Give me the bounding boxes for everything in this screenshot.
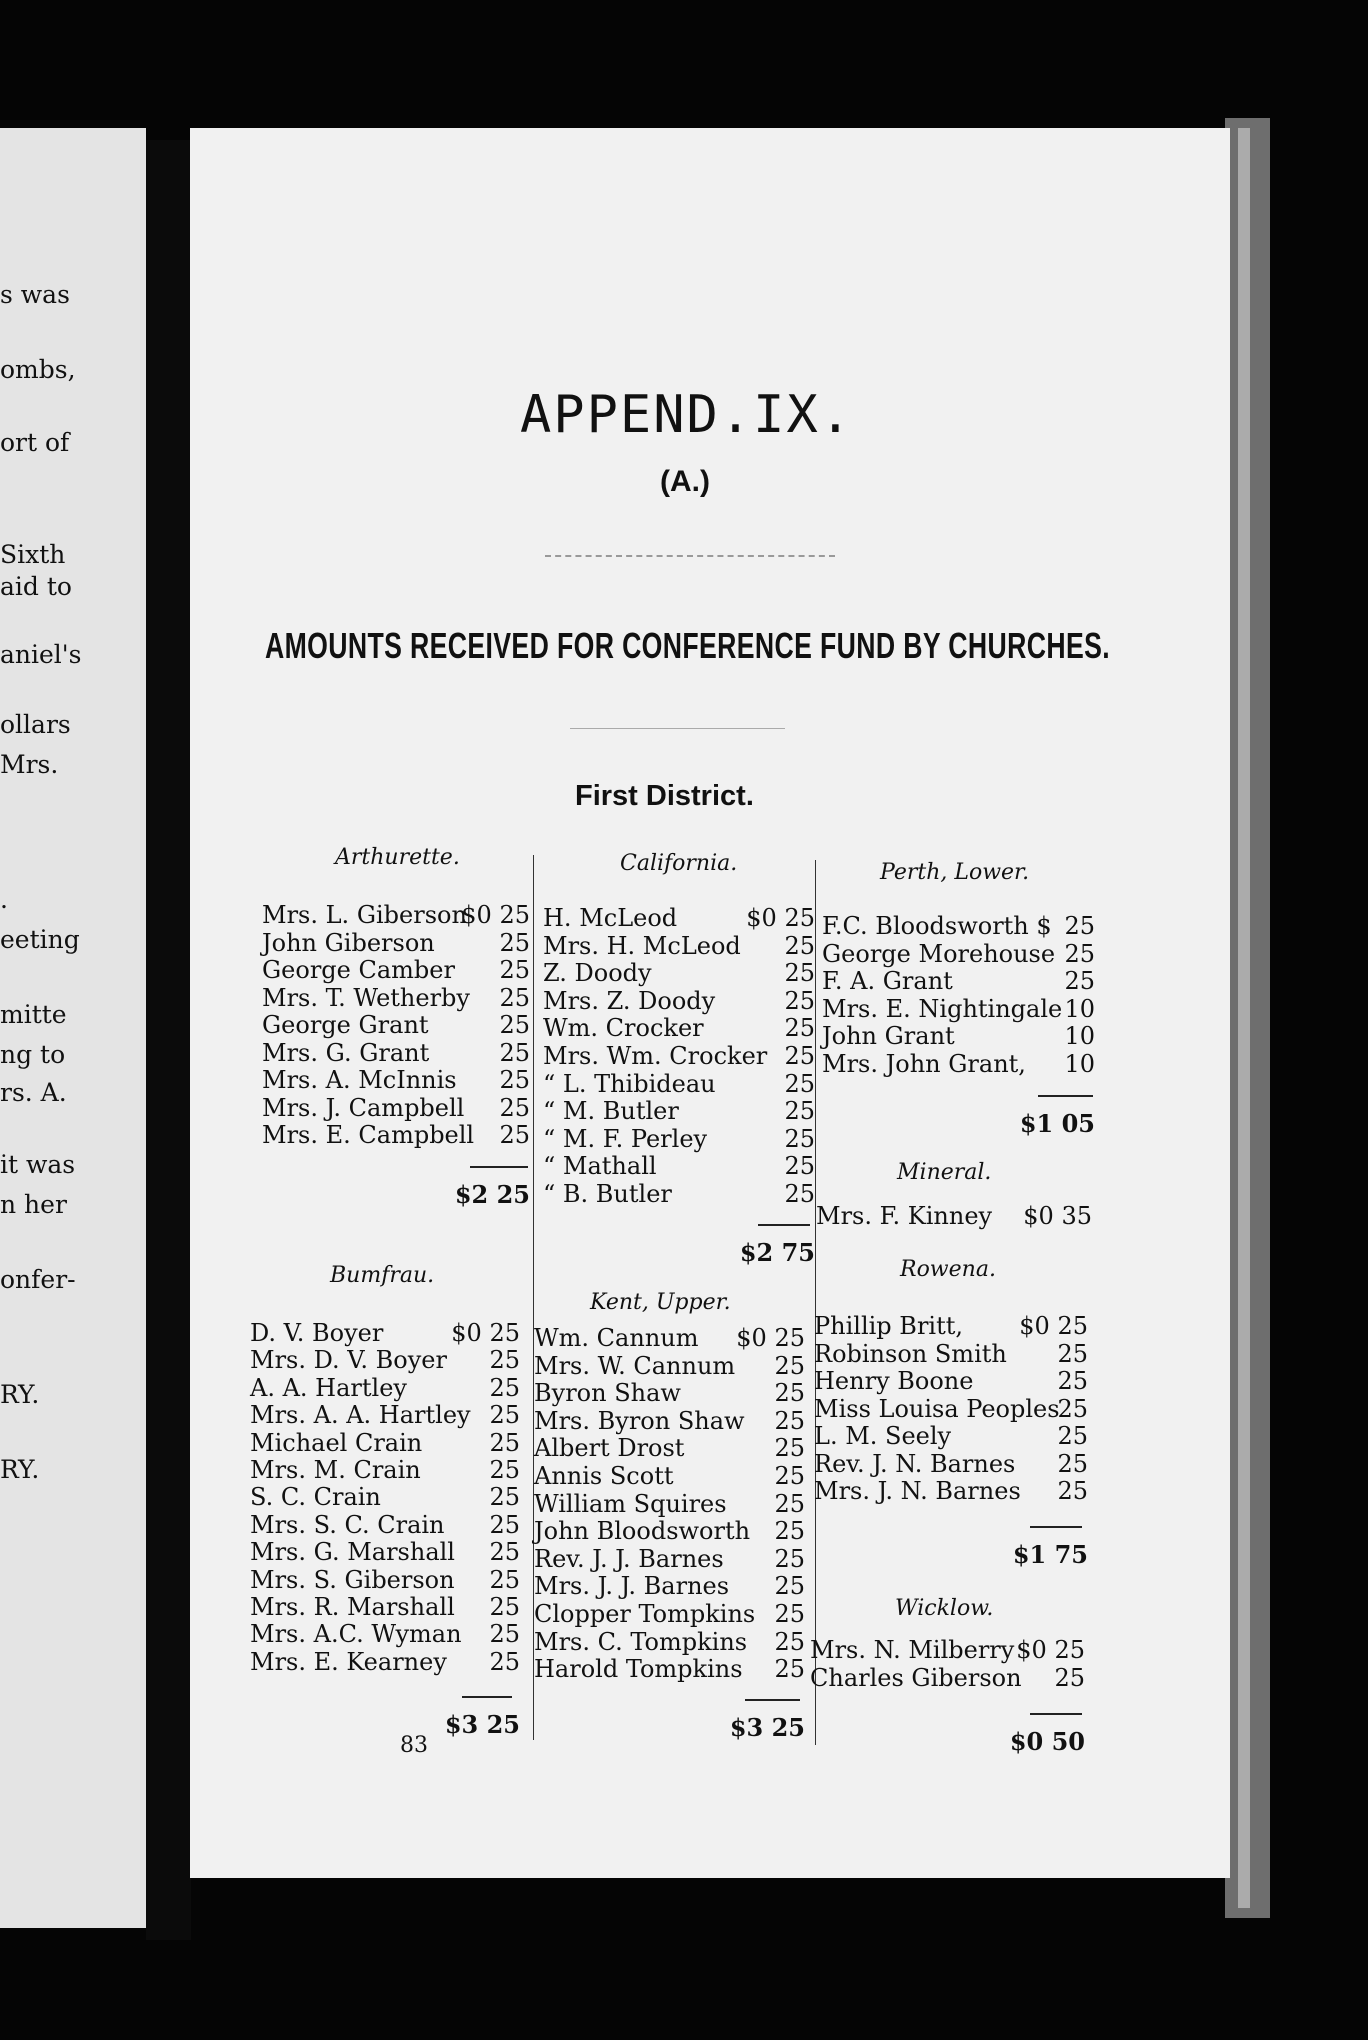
contribution-amount: 25	[489, 1428, 520, 1457]
column-divider	[815, 860, 816, 1745]
contribution-amount: 25	[499, 1121, 530, 1149]
contribution-amount: 25	[774, 1406, 805, 1435]
contributor-name: Miss Louisa Peoples	[814, 1394, 1060, 1423]
left-page-line: onfer-	[0, 1265, 76, 1294]
left-page-line: Sixth	[0, 540, 66, 569]
contribution-amount: 25	[499, 983, 530, 1012]
contribution-amount: 25	[784, 1152, 815, 1181]
contributor-name: John Giberson	[262, 928, 435, 957]
left-page-line: n her	[0, 1190, 67, 1219]
sum-rule	[1030, 1713, 1082, 1715]
contributor-name: Robinson Smith	[814, 1339, 1007, 1368]
contributor-name: Mrs. J. Campbell	[262, 1093, 465, 1122]
contributor-name: Mrs. W. Cannum	[534, 1351, 736, 1380]
contributor-name: L. M. Seely	[814, 1422, 952, 1450]
contributor-name: A. A. Hartley	[250, 1373, 407, 1402]
contributor-name: Mrs. G. Marshall	[250, 1538, 455, 1567]
appendix-subtitle: (A.)	[660, 465, 710, 498]
contribution-amount: 25	[1057, 1477, 1088, 1505]
contribution-amount: 25	[784, 1069, 815, 1098]
contributor-name: Mrs. A. A. Hartley	[250, 1401, 471, 1430]
left-page-line: rs. A.	[0, 1078, 67, 1107]
sum-rule	[1030, 1526, 1082, 1528]
district-heading: First District.	[575, 780, 754, 812]
contribution-amount: 25	[774, 1489, 805, 1518]
church-total: $3 25	[444, 1710, 520, 1739]
contributor-name: “ M. F. Perley	[543, 1124, 708, 1153]
left-page-line: RY.	[0, 1380, 40, 1409]
contributor-name: Mrs. T. Wetherby	[262, 983, 470, 1012]
contributor-name: Henry Boone	[814, 1367, 974, 1395]
contribution-amount: 25	[489, 1647, 520, 1676]
contributor-name: Z. Doody	[543, 959, 652, 988]
appendix-title: APPEND.IX.	[520, 385, 854, 445]
sum-rule	[470, 1166, 528, 1168]
contribution-amount: 25	[489, 1346, 520, 1375]
contributor-name: George Camber	[262, 956, 455, 984]
contributor-name: F. A. Grant	[822, 967, 953, 995]
contribution-amount: 25	[774, 1655, 805, 1684]
divider-dashed	[545, 555, 835, 557]
contribution-amount: 25	[774, 1572, 805, 1601]
contribution-amount: 25	[774, 1544, 805, 1573]
left-page-line: .	[0, 885, 8, 914]
sum-rule	[462, 1696, 512, 1698]
contribution-amount: 25	[499, 1093, 530, 1122]
contributor-name: Mrs. E. Kearney	[250, 1647, 447, 1676]
contribution-amount: $0 25	[461, 901, 530, 929]
left-page-line: s was	[0, 280, 70, 309]
contributor-name: Byron Shaw	[534, 1379, 681, 1408]
contribution-amount: 25	[784, 986, 815, 1015]
contributor-name: H. McLeod	[543, 904, 678, 932]
contributor-name: Phillip Britt,	[814, 1312, 964, 1340]
church-name: Rowena.	[900, 1257, 996, 1282]
page-edge-inner	[1238, 128, 1250, 1908]
left-page-line: eeting	[0, 925, 80, 954]
contributor-name: Mrs. A.C. Wyman	[250, 1620, 462, 1649]
contributor-name: Mrs. J. J. Barnes	[534, 1572, 730, 1601]
contribution-amount: 25	[489, 1401, 520, 1430]
church-name: California.	[620, 851, 738, 876]
church-total: $0 50	[1009, 1727, 1085, 1756]
contribution-amount: $0 35	[1023, 1202, 1092, 1230]
contribution-amount: 10	[1064, 994, 1095, 1023]
contribution-amount: 25	[774, 1600, 805, 1628]
contributor-name: Mrs. M. Crain	[250, 1456, 421, 1484]
sum-rule	[758, 1224, 810, 1226]
sum-rule	[745, 1699, 800, 1701]
contributor-name: Mrs. J. N. Barnes	[814, 1477, 1021, 1505]
contribution-amount: 25	[784, 1124, 815, 1153]
contribution-amount: 25	[774, 1434, 805, 1463]
main-heading: AMOUNTS RECEIVED FOR CONFERENCE FUND BY CHURCHES.	[265, 625, 1111, 666]
contributor-name: Wm. Cannum	[534, 1324, 699, 1352]
contribution-amount: 25	[499, 928, 530, 957]
left-page-line: mitte	[0, 1000, 67, 1029]
contributor-name: D. V. Boyer	[250, 1319, 384, 1347]
contribution-amount: 25	[1057, 1422, 1088, 1450]
church-name: Perth, Lower.	[880, 860, 1030, 885]
left-page-line: aid to	[0, 572, 72, 601]
contribution-amount: 25	[489, 1483, 520, 1512]
church-total: $1 75	[1012, 1540, 1088, 1569]
contributor-name: Clopper Tompkins	[534, 1600, 756, 1628]
contributor-name: Michael Crain	[250, 1428, 423, 1457]
contribution-amount: 25	[1057, 1367, 1088, 1395]
contributor-name: Harold Tompkins	[534, 1655, 743, 1684]
contribution-amount: $0 25	[736, 1324, 805, 1352]
contribution-amount: 25	[489, 1456, 520, 1484]
contributor-name: S. C. Crain	[250, 1483, 381, 1512]
contributor-name: “ L. Thibideau	[543, 1069, 716, 1098]
contributor-name: “ B. Butler	[543, 1180, 672, 1208]
contribution-amount: 25	[1057, 1339, 1088, 1368]
left-page-line: ombs,	[0, 355, 76, 384]
contribution-amount: $0 25	[1019, 1312, 1088, 1340]
contributor-name: Mrs. G. Grant	[262, 1038, 430, 1067]
contribution-amount: 25	[499, 1011, 530, 1039]
contributor-name: George Morehouse	[822, 939, 1056, 968]
contribution-amount: 25	[499, 1066, 530, 1094]
left-page-line: aniel's	[0, 640, 82, 669]
contributor-name: Mrs. F. Kinney	[816, 1202, 993, 1230]
contribution-amount: $0 25	[746, 904, 815, 932]
contributor-name: Mrs. D. V. Boyer	[250, 1346, 447, 1375]
sum-rule	[1038, 1095, 1093, 1097]
contributor-name: Mrs. S. Giberson	[250, 1565, 455, 1594]
contributor-name: “ Mathall	[543, 1152, 657, 1181]
contributor-name: George Grant	[262, 1011, 429, 1039]
contributor-name: Mrs. John Grant,	[822, 1049, 1026, 1078]
contributor-name: “ M. Butler	[543, 1097, 679, 1126]
contribution-amount: 25	[489, 1565, 520, 1594]
contributor-name: Albert Drost	[534, 1434, 685, 1463]
contribution-amount: 25	[774, 1379, 805, 1408]
contribution-amount: $0 25	[451, 1319, 520, 1347]
contributor-name: Rev. J. N. Barnes	[814, 1449, 1016, 1478]
church-total: $3 25	[729, 1713, 805, 1742]
contribution-amount: 25	[784, 1042, 815, 1070]
contribution-amount: 25	[499, 1038, 530, 1067]
contribution-amount: 10	[1064, 1049, 1095, 1078]
church-name: Mineral.	[897, 1160, 992, 1185]
contribution-amount: 25	[489, 1373, 520, 1402]
contribution-amount: $0 25	[1016, 1636, 1085, 1664]
book-spine	[146, 140, 191, 1940]
church-name: Wicklow.	[895, 1596, 994, 1621]
church-total: $2 75	[739, 1238, 815, 1267]
contributor-name: Wm. Crocker	[543, 1014, 704, 1043]
contributor-name: Mrs. Byron Shaw	[534, 1406, 745, 1435]
page-number: 83	[400, 1733, 428, 1758]
contribution-amount: 25	[1064, 939, 1095, 968]
contribution-amount: 25	[774, 1517, 805, 1546]
contribution-amount: 25	[1057, 1449, 1088, 1478]
contribution-amount: 25	[1057, 1394, 1088, 1423]
contributor-name: Mrs. S. C. Crain	[250, 1510, 445, 1539]
church-name: Bumfrau.	[330, 1263, 435, 1288]
contribution-amount: 25	[499, 956, 530, 984]
left-page-line: it was	[0, 1150, 76, 1179]
contribution-amount: 25	[784, 1097, 815, 1126]
contributor-name: Mrs. H. McLeod	[543, 931, 741, 960]
contributor-name: Mrs. A. McInnis	[262, 1066, 457, 1094]
contribution-amount: 25	[774, 1462, 805, 1490]
contributor-name: John Grant	[822, 1022, 955, 1050]
contributor-name: William Squires	[534, 1489, 727, 1518]
left-page-line: RY.	[0, 1455, 40, 1484]
church-total: $1 05	[1019, 1109, 1095, 1138]
contribution-amount: 25	[1054, 1663, 1085, 1692]
contribution-amount: 25	[1064, 967, 1095, 995]
contribution-amount: 25	[784, 1180, 815, 1208]
contribution-amount: 25	[489, 1510, 520, 1539]
contributor-name: Mrs. Z. Doody	[543, 986, 716, 1015]
contributor-name: Mrs. E. Nightingale	[822, 994, 1063, 1023]
contribution-amount: 25	[1064, 912, 1095, 940]
divider-rule	[570, 728, 785, 729]
left-page-line: Mrs.	[0, 750, 59, 779]
left-page-line: ng to	[0, 1040, 66, 1069]
contribution-amount: 25	[489, 1620, 520, 1649]
contribution-amount: 25	[784, 1014, 815, 1043]
contribution-amount: 25	[489, 1538, 520, 1567]
church-total: $2 25	[454, 1180, 530, 1209]
contributor-name: F.C. Bloodsworth $	[822, 912, 1052, 940]
contribution-amount: 25	[774, 1627, 805, 1656]
contribution-amount: 25	[784, 959, 815, 988]
church-name: Kent, Upper.	[590, 1290, 731, 1315]
contribution-amount: 25	[489, 1593, 520, 1621]
contribution-amount: 10	[1064, 1022, 1095, 1050]
contributor-name: Mrs. C. Tompkins	[534, 1627, 748, 1656]
contributor-name: Annis Scott	[534, 1462, 674, 1490]
contributor-name: John Bloodsworth	[534, 1517, 751, 1546]
contributor-name: Mrs. L. Giberson	[262, 901, 467, 929]
contributor-name: Mrs. R. Marshall	[250, 1593, 455, 1621]
contributor-name: Charles Giberson	[810, 1663, 1022, 1692]
contribution-amount: 25	[784, 931, 815, 960]
contributor-name: Rev. J. J. Barnes	[534, 1544, 724, 1573]
contributor-name: Mrs. E. Campbell	[262, 1121, 475, 1149]
contributor-name: Mrs. N. Milberry	[810, 1636, 1015, 1664]
left-page-line: ort of	[0, 428, 70, 457]
contribution-amount: 25	[774, 1351, 805, 1380]
left-page-line: ollars	[0, 710, 71, 739]
contributor-name: Mrs. Wm. Crocker	[543, 1042, 768, 1070]
church-name: Arthurette.	[335, 845, 460, 870]
